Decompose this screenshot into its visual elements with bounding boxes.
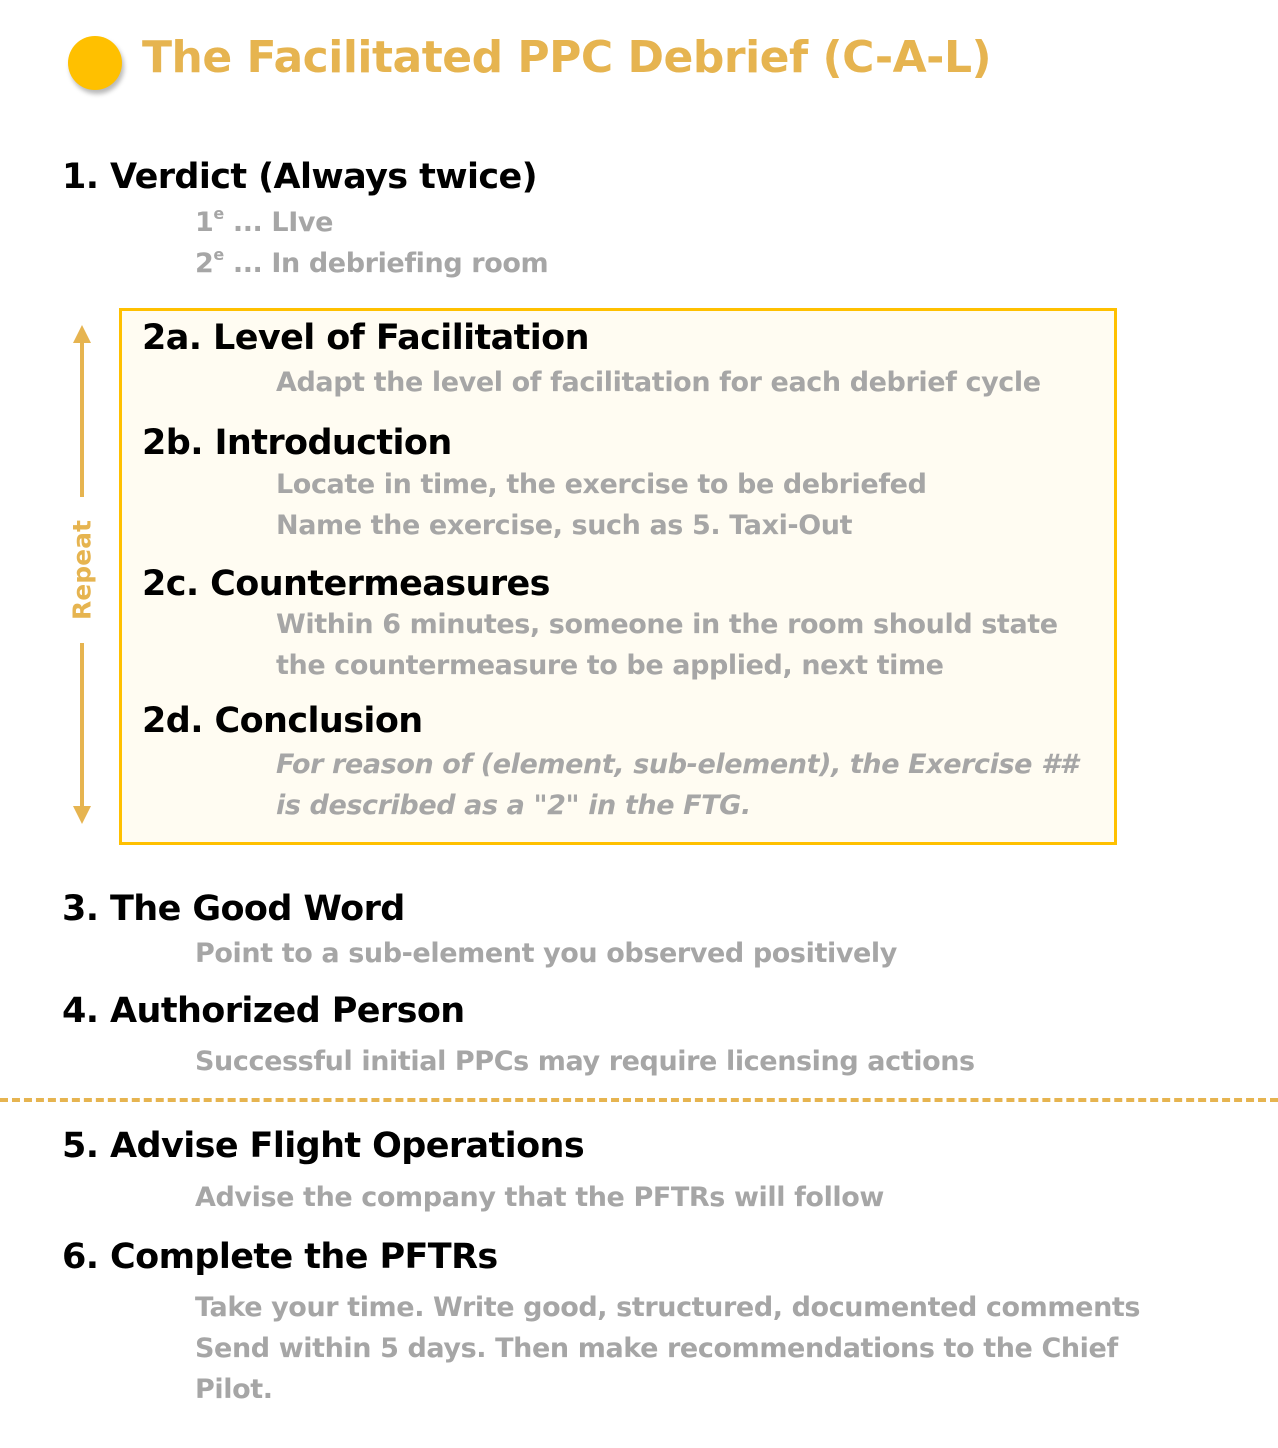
authorized-person-heading: 4. Authorized Person [62,991,465,1031]
advise-flight-ops-line-1: Advise the company that the PFTRs will follow [195,1182,884,1213]
title-bullet-dot [68,36,122,90]
level-heading: 2a. Level of Facilitation [142,318,589,358]
verdict-line-1-superscript: e [213,204,224,223]
verdict-line-2 [195,247,548,279]
complete-pftrs-line-3: Pilot. [195,1374,273,1405]
conclusion-line-1: For reason of (element, sub-element), the Exercise ## [276,749,1078,780]
verdict-line-2-superscript: e [213,245,224,264]
complete-pftrs-heading: 6. Complete the PFTRs [62,1237,498,1277]
complete-pftrs-line-1: Take your time. Write good, structured, documented comments [195,1292,1141,1323]
level-line-1: Adapt the level of facilitation for each debrief cycle [276,367,1041,398]
repeat-label: Repeat [67,520,97,620]
verdict-line-2-number: 2 [195,248,214,279]
introduction-heading: 2b. Introduction [142,423,452,463]
verdict-line-1-number: 1 [195,207,214,238]
verdict-line-1 [195,206,333,238]
good-word-heading: 3. The Good Word [62,889,405,929]
verdict-line-2-text: ... In debriefing room [223,248,549,279]
complete-pftrs-line-2: Send within 5 days. Then make recommendations to the Chief [195,1333,1118,1364]
conclusion-line-2: is described as a "2" in the FTG. [276,790,751,821]
countermeasures-line-2: the countermeasure to be applied, next time [276,650,944,681]
introduction-line-2: Name the exercise, such as 5. Taxi-Out [276,510,853,541]
authorized-person-line-1: Successful initial PPCs may require licensing actions [195,1046,975,1077]
page-title: The Facilitated PPC Debrief (C-A-L) [142,32,992,83]
countermeasures-heading: 2c. Countermeasures [142,564,550,604]
advise-flight-ops-heading: 5. Advise Flight Operations [62,1126,585,1166]
repeat-arrow-upper-line [80,340,84,497]
verdict-line-1-text: ... LIve [223,207,333,238]
good-word-line-1: Point to a sub-element you observed positively [195,938,897,969]
repeat-arrow-down-head [73,806,91,824]
repeat-arrow-lower-line [80,643,84,808]
verdict-heading: 1. Verdict (Always twice) [62,157,538,197]
section-divider [0,1098,1278,1102]
countermeasures-line-1: Within 6 minutes, someone in the room should state [276,609,1058,640]
introduction-line-1: Locate in time, the exercise to be debriefed [276,469,927,500]
conclusion-heading: 2d. Conclusion [142,701,423,741]
